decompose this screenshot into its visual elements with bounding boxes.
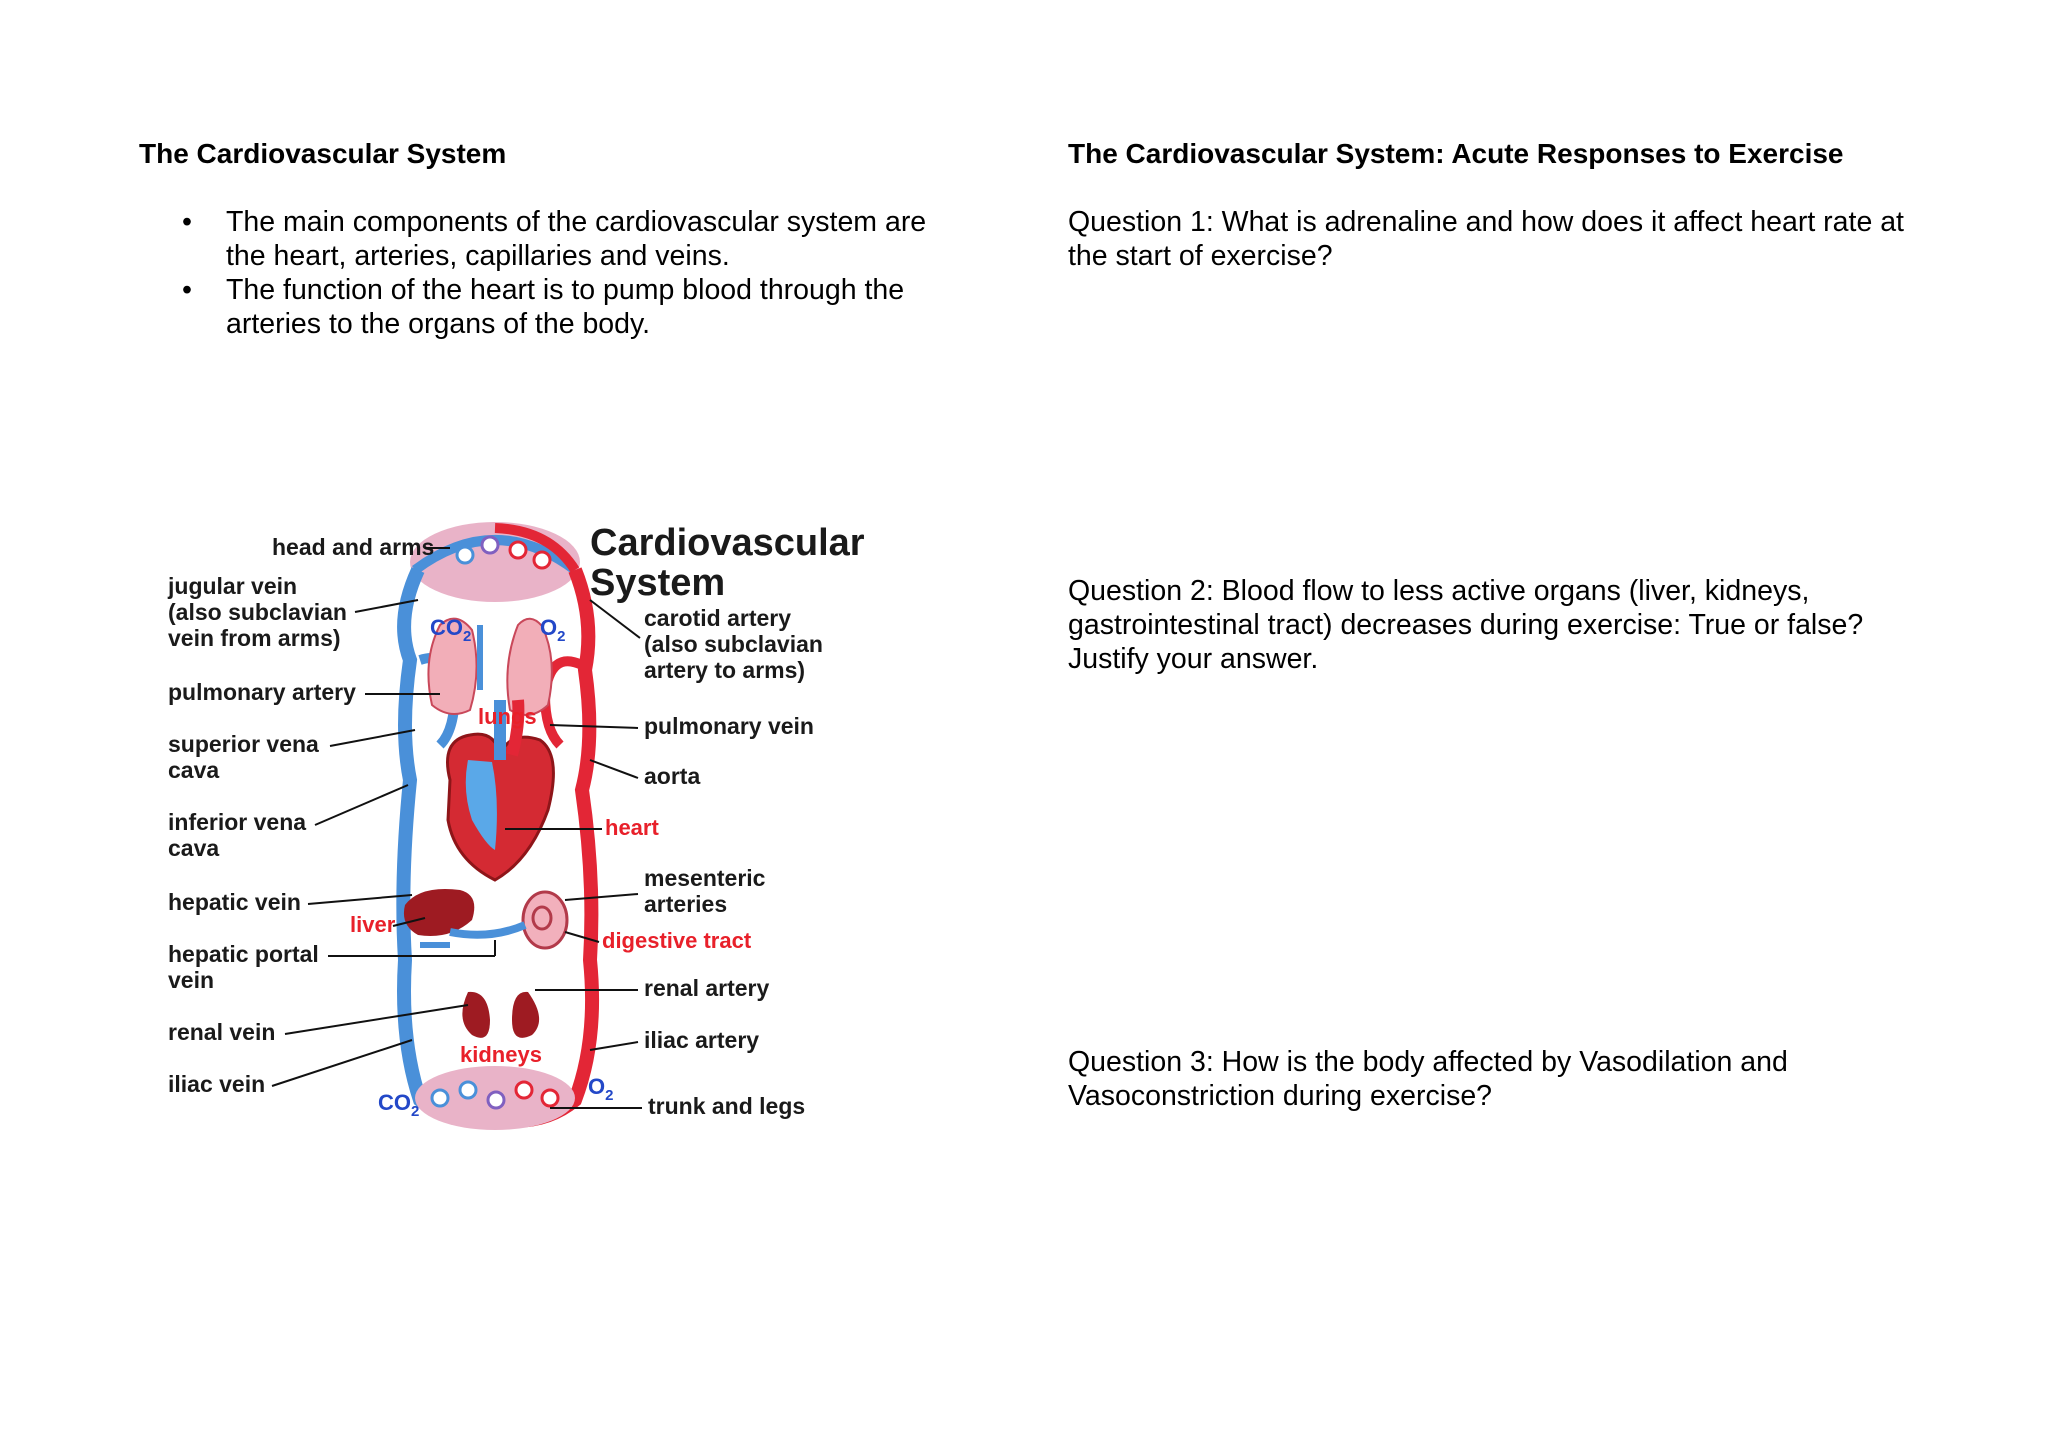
label-co2-top: $CO_2$ <box>430 615 472 645</box>
right-heading: The Cardiovascular System: Acute Responses to Exercise <box>1068 138 1844 169</box>
label-hepatic-vein: hepatic vein <box>168 889 301 915</box>
label-superior-vena-cava: superior vena <box>168 731 319 757</box>
label-head-and-arms: head and arms <box>272 534 435 560</box>
label-iliac-vein: iliac vein <box>168 1071 266 1097</box>
liver <box>404 889 474 936</box>
label-o2-bottom: $O_2$ <box>588 1074 614 1104</box>
label-hepatic-portal-vein: vein <box>168 967 215 993</box>
label-lungs: lungs <box>478 704 537 729</box>
label-mesenteric-arteries: arteries <box>644 891 728 917</box>
diagram-title: System <box>590 562 726 604</box>
label-iliac-artery: iliac artery <box>644 1027 760 1053</box>
bullet-text: The main components of the cardiovascular system are the heart, arteries, capillaries and veins. <box>226 206 927 272</box>
kidneys <box>462 992 539 1038</box>
label-aorta: aorta <box>644 763 701 789</box>
bullet-icon: • <box>182 274 192 306</box>
label-co2-bottom: $CO_2$ <box>378 1090 420 1120</box>
label-superior-vena-cava: cava <box>168 757 220 783</box>
question-2: Question 2: Blood flow to less active organs (liver, kidneys, gastrointestinal tract) decreases during exercise: True or false? Justify your answer. <box>1068 575 1864 675</box>
question-3: Question 3: How is the body affected by Vasodilation and Vasoconstriction during exercise? <box>1068 1046 1788 1112</box>
label-carotid-artery: carotid artery <box>644 605 792 631</box>
label-renal-vein: renal vein <box>168 1019 276 1045</box>
left-heading: The Cardiovascular System <box>139 138 507 169</box>
label-trunk-and-legs: trunk and legs <box>648 1093 806 1119</box>
label-digestive-tract: digestive tract <box>602 928 752 953</box>
bullet-text: The function of the heart is to pump blood through the arteries to the organs of the body. <box>226 274 905 340</box>
label-pulmonary-artery: pulmonary artery <box>168 679 356 705</box>
head-capillary-bed <box>410 522 580 602</box>
label-jugular-vein: (also subclavian <box>168 599 347 625</box>
label-carotid-artery: (also subclavian <box>644 631 823 657</box>
label-o2-top: $O_2$ <box>540 615 566 645</box>
legs-capillary-bed <box>415 1066 575 1130</box>
label-inferior-vena-cava: cava <box>168 835 220 861</box>
question-1: Question 1: What is adrenaline and how does it affect heart rate at the start of exercise? <box>1068 206 1904 272</box>
bullet-icon: • <box>182 206 192 238</box>
label-renal-artery: renal artery <box>644 975 770 1001</box>
label-hepatic-portal-vein: hepatic portal <box>168 941 319 967</box>
label-pulmonary-vein: pulmonary vein <box>644 713 814 739</box>
bullet-item <box>140 273 970 341</box>
label-inferior-vena-cava: inferior vena <box>168 809 307 835</box>
digestive-tract <box>523 892 567 948</box>
label-liver: liver <box>350 912 396 937</box>
cardiovascular-diagram <box>150 500 870 1140</box>
label-kidneys: kidneys <box>460 1042 542 1067</box>
diagram-title: Cardiovascular <box>590 522 865 564</box>
label-carotid-artery: artery to arms) <box>644 657 806 683</box>
label-jugular-vein: jugular vein <box>168 573 298 599</box>
label-jugular-vein: vein from arms) <box>168 625 341 651</box>
label-mesenteric-arteries: mesenteric <box>644 865 766 891</box>
bullet-list <box>140 205 970 341</box>
bullet-item <box>140 205 970 273</box>
label-heart: heart <box>605 815 659 840</box>
